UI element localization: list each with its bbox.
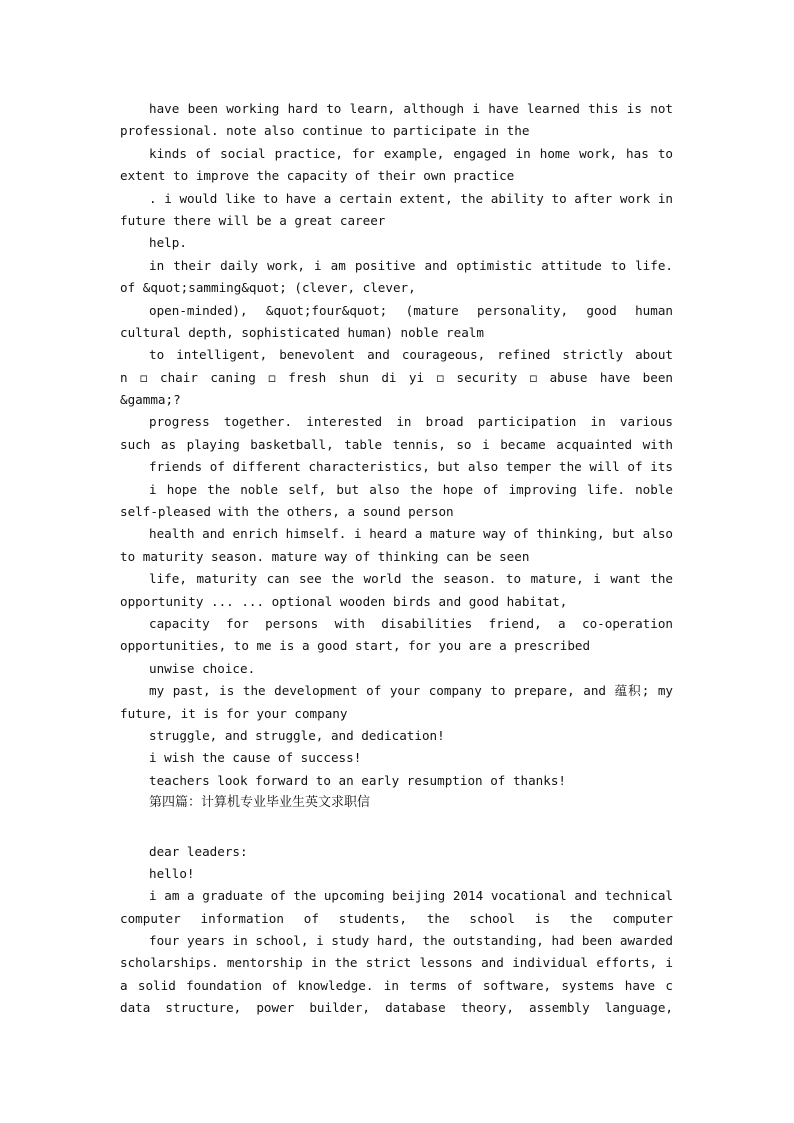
text-line: struggle, and struggle, and dedication! [149,727,445,743]
document-page [120,98,673,1020]
text-line: open-minded), &quot;four&quot; (mature personality, good human [149,302,673,318]
text-line: friends of different characteristics, but also temper the will of its [149,459,673,475]
text-line: in their daily work, i am positive and optimistic attitude to life. [149,257,673,273]
text-line: cultural depth, sophisticated human) noble realm [120,324,484,340]
text-line: help. [149,235,187,251]
text-line: progress together. interested in broad participation in various [149,414,673,430]
text-line: health and enrich himself. i heard a mature way of thinking, but also [149,526,673,542]
text-line: to maturity season. mature way of thinking can be seen [120,548,530,564]
text-line: four years in school, i study hard, the outstanding, had been awarded [149,933,673,949]
text-line: &gamma;? [120,392,181,408]
text-line: teachers look forward to an early resumption of thanks! [149,772,567,788]
text-line: professional. note also continue to participate in the [120,123,530,139]
text-line: dear leaders: [149,843,248,859]
text-line: unwise choice. [149,660,256,676]
text-line: to intelligent, benevolent and courageous, refined strictly about [149,347,673,363]
text-line: n ◻ chair caning ◻ fresh shun di yi ◻ security ◻ abuse have been [120,369,673,385]
blank-line [120,815,673,841]
text-line: of &quot;samming&quot; (clever, clever, [120,280,416,296]
text-line: my past, is the development of your company to prepare, and 蕴积; my [149,683,673,699]
text-line: future there will be a great career [120,212,386,228]
text-line: a solid foundation of knowledge. in terms of software, systems have c [120,977,673,993]
text-line: i wish the cause of success! [149,750,362,766]
text-line: hello! [149,865,195,881]
text-line: have been working hard to learn, although i have learned this is not [149,101,673,116]
text-line: i am a graduate of the upcoming beijing 2014 vocational and technical [149,888,673,904]
text-line: capacity for persons with disabilities friend, a co-operation [149,615,673,631]
text-line: extent to improve the capacity of their own practice [120,168,515,184]
text-line: opportunities, to me is a good start, for you are a prescribed [120,638,591,654]
text-line: i hope the noble self, but also the hope of improving life. noble [149,481,673,497]
text-line: data structure, power builder, database theory, assembly language, [120,1000,673,1016]
text-line: life, maturity can see the world the season. to mature, i want the [149,571,673,587]
text-line: such as playing basketball, table tennis, so i became acquainted with [120,436,673,452]
text-line: future, it is for your company [120,705,348,721]
text-line: opportunity ... ... optional wooden birds and good habitat, [120,593,568,609]
text-line: kinds of social practice, for example, engaged in home work, has to [149,145,673,161]
text-line: scholarships. mentorship in the strict lessons and individual efforts, i [120,955,673,971]
text-line: computer information of students, the school is the computer [120,910,673,926]
section-heading: 第四篇：计算机专业毕业生英文求职信 [149,795,371,811]
text-line: self-pleased with the others, a sound person [120,504,454,520]
text-line: . i would like to have a certain extent, the ability to after work in [149,190,673,206]
